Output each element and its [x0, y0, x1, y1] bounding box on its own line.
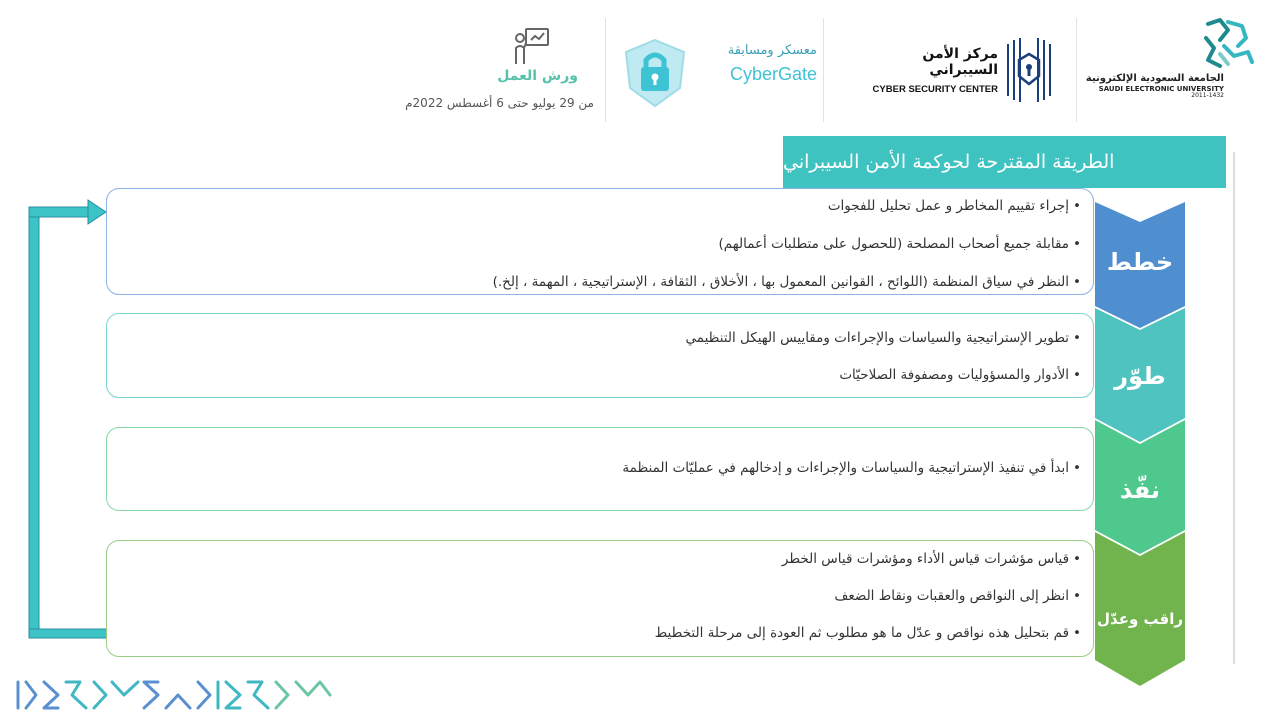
list-item-text: تطوير الإستراتيجية والسياسات والإجراءات ومقاييس الهيكل التنظيمي [685, 330, 1070, 346]
university-name-ar: الجامعة السعودية الإلكترونية [1085, 73, 1224, 84]
phase-box-develop [106, 313, 1094, 398]
list-item-text: النظر في سياق المنظمة (اللوائح ، القوانين المعمول بها ، الأخلاق ، الثقافة ، الإستراتيجية ، المهمة ، إلخ.) [492, 274, 1070, 290]
bullet: • [1073, 367, 1081, 383]
cybergate-name: CyberGate [729, 64, 817, 84]
list-item-text: الأدوار والمسؤوليات ومصفوفة الصلاحيّات [839, 367, 1070, 383]
phase-box-implement [106, 427, 1094, 511]
list-item [839, 369, 1081, 383]
university-emblem-icon [1198, 16, 1258, 72]
return-arrow-vertical [29, 207, 39, 637]
bullet: • [1073, 274, 1081, 290]
header-divider [823, 18, 824, 122]
bullet: • [1073, 460, 1081, 476]
bullet: • [1073, 625, 1081, 641]
cyber-center-lock-icon [1002, 36, 1056, 104]
list-item-text: انظر إلى النواقص والعقبات ونقاط الضعف [834, 588, 1070, 604]
cybergate-shield-lock-icon [618, 36, 692, 110]
university-name-en: SAUDI ELECTRONIC UNIVERSITY [1098, 84, 1224, 93]
list-item [622, 462, 1081, 476]
return-arrow-head-icon [88, 200, 106, 224]
phase-box-plan [106, 188, 1094, 295]
phase-label-monitor: راقب وعدّل [1097, 610, 1183, 628]
cyber-center-name-ar: مركز الأمن السيبراني [922, 46, 998, 78]
list-item [834, 590, 1081, 604]
list-item [719, 238, 1082, 252]
list-item [686, 332, 1081, 346]
chevron-monitor [1095, 532, 1185, 686]
phase-label-implement: نفّذ [1119, 476, 1161, 504]
return-arrow-bottom [29, 629, 107, 638]
decorative-pattern-icon [14, 678, 332, 712]
phase-label-plan: خطط [1106, 248, 1174, 276]
university-years: 2011-1432 [1191, 91, 1224, 99]
bullet: • [1073, 551, 1081, 567]
phase-box-monitor [106, 540, 1094, 657]
list-item [655, 627, 1081, 641]
workshops-title: ورش العمل [497, 68, 578, 84]
list-item-text: مقابلة جميع أصحاب المصلحة (للحصول على متطلبات أعمالهم) [718, 236, 1070, 252]
list-item [828, 200, 1081, 214]
cybergate-subtitle: معسكر ومسابقة [727, 43, 817, 58]
diagram-title: الطريقة المقترحة لحوكمة الأمن السيبراني [783, 136, 1226, 188]
bullet: • [1073, 588, 1081, 604]
bullet: • [1073, 236, 1081, 252]
return-arrow-top [29, 207, 89, 217]
return-loop-arrow [26, 198, 108, 642]
list-item-text: ابدأ في تنفيذ الإستراتيجية والسياسات والإجراءات و إدخالهم في عمليّات المنظمة [622, 460, 1070, 476]
list-item-text: قياس مؤشرات قياس الأداء ومؤشرات قياس الخطر [781, 551, 1070, 567]
list-item-text: قم بتحليل هذه نواقص و عدّل ما هو مطلوب ثم العودة إلى مرحلة التخطيط [654, 625, 1070, 641]
bullet: • [1073, 198, 1081, 214]
workshops-date: من 29 يوليو حتى 6 أغسطس 2022م [405, 96, 594, 110]
list-item [493, 276, 1081, 290]
side-divider-line [1233, 152, 1235, 664]
bullet: • [1073, 330, 1081, 346]
list-item [782, 553, 1081, 567]
phase-label-develop: طوّر [1114, 362, 1166, 390]
header-divider [1076, 18, 1077, 122]
cyber-center-name-en: CYBER SECURITY CENTER [872, 84, 998, 95]
workshop-presenter-icon [512, 26, 552, 66]
header-divider [605, 18, 606, 122]
list-item-text: إجراء تقييم المخاطر و عمل تحليل للفجوات [827, 198, 1070, 214]
